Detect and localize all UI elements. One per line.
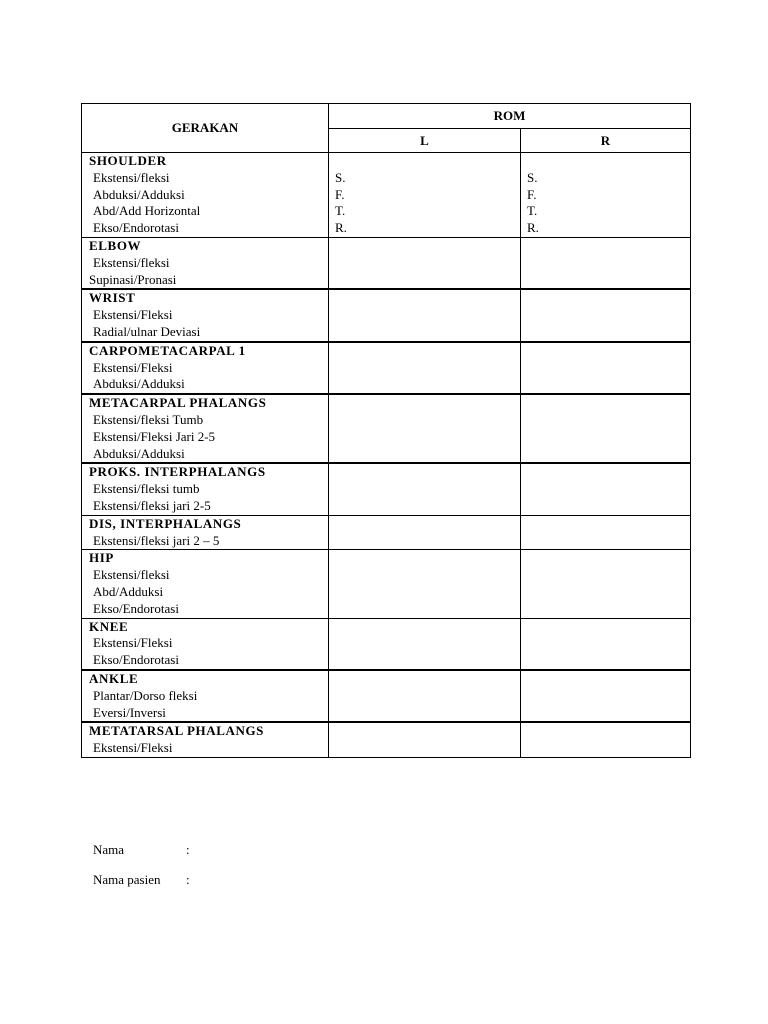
rom-row <box>82 342 691 394</box>
rom-left-value: F. <box>335 186 345 202</box>
footer-nama <box>93 842 190 858</box>
header-right: R <box>521 129 691 153</box>
rom-row <box>82 394 691 463</box>
movement-item: Radial/ulnar Deviasi <box>93 323 201 339</box>
rom-right-cell[interactable] <box>521 394 691 463</box>
rom-left-value: T. <box>335 203 346 219</box>
gerakan-cell <box>82 463 329 515</box>
gerakan-cell <box>82 153 329 238</box>
rom-right-value: F. <box>527 186 537 202</box>
header-rom: ROM <box>329 104 691 129</box>
movement-item: Ekstensi/fleksi <box>93 567 170 583</box>
group-title: WRIST <box>89 290 136 306</box>
nama-pasien-label: Nama pasien <box>93 872 161 887</box>
gerakan-cell <box>82 722 329 757</box>
movement-item: Ekso/Endorotasi <box>93 600 179 616</box>
rom-row <box>82 153 691 238</box>
rom-left-value: R. <box>335 220 347 236</box>
movement-item: Ekso/Endorotasi <box>93 220 179 236</box>
group-title: METACARPAL PHALANGS <box>89 395 267 411</box>
rom-right-cell[interactable] <box>521 342 691 394</box>
group-title: SHOULDER <box>89 153 167 168</box>
rom-right-cell[interactable] <box>521 722 691 757</box>
rom-right-cell[interactable] <box>521 237 691 289</box>
rom-row <box>82 618 691 670</box>
movement-item: Eversi/Inversi <box>93 704 166 720</box>
rom-right-value: T. <box>527 203 538 219</box>
movement-item: Plantar/Dorso fleksi <box>93 687 198 703</box>
group-title: ELBOW <box>89 237 142 253</box>
rom-left-cell[interactable] <box>329 722 521 757</box>
rom-right-cell[interactable] <box>521 515 691 550</box>
footer-nama-pasien <box>93 872 190 888</box>
rom-right-cell[interactable] <box>521 153 691 238</box>
rom-row <box>82 515 691 550</box>
movement-item: Abd/Adduksi <box>93 583 164 599</box>
rom-left-value: S. <box>335 169 346 185</box>
gerakan-cell <box>82 550 329 618</box>
nama-label: Nama <box>93 842 125 857</box>
group-title: DIS, INTERPHALANGS <box>89 515 242 531</box>
rom-left-cell[interactable] <box>329 463 521 515</box>
rom-right-cell[interactable] <box>521 618 691 670</box>
nama-colon: : <box>186 842 190 857</box>
rom-right-value: R. <box>527 220 539 236</box>
group-title: CARPOMETACARPAL 1 <box>89 342 246 358</box>
rom-left-cell[interactable] <box>329 515 521 550</box>
gerakan-cell <box>82 394 329 463</box>
movement-item: Ekstensi/fleksi jari 2 – 5 <box>93 532 220 548</box>
header-gerakan: GERAKAN <box>82 104 329 153</box>
nama-pasien-colon: : <box>186 872 190 887</box>
header-left: L <box>329 129 521 153</box>
movement-item: Ekstensi/fleksi <box>93 254 170 270</box>
rom-left-cell[interactable] <box>329 237 521 289</box>
gerakan-cell <box>82 342 329 394</box>
group-title: ANKLE <box>89 670 139 686</box>
rom-right-cell[interactable] <box>521 289 691 341</box>
movement-item: Ekstensi/fleksi <box>93 169 170 185</box>
movement-item: Ekstensi/Fleksi <box>93 359 173 375</box>
movement-item: Abduksi/Adduksi <box>93 376 185 392</box>
movement-item: Abduksi/Adduksi <box>93 186 185 202</box>
movement-item: Ekstensi/Fleksi Jari 2-5 <box>93 428 216 444</box>
gerakan-cell <box>82 670 329 722</box>
rom-left-cell[interactable] <box>329 550 521 618</box>
movement-item: Ekstensi/fleksi tumb <box>93 481 200 497</box>
rom-row <box>82 670 691 722</box>
rom-left-cell[interactable] <box>329 153 521 238</box>
rom-row <box>82 463 691 515</box>
rom-left-cell[interactable] <box>329 394 521 463</box>
rom-table <box>81 103 691 758</box>
movement-item: Supinasi/Pronasi <box>89 271 177 287</box>
movement-item: Ekstensi/fleksi jari 2-5 <box>93 497 211 513</box>
gerakan-cell <box>82 515 329 550</box>
rom-row <box>82 289 691 341</box>
movement-item: Ekso/Endorotasi <box>93 652 179 668</box>
gerakan-cell <box>82 618 329 670</box>
rom-left-cell[interactable] <box>329 342 521 394</box>
movement-item: Abd/Add Horizontal <box>93 203 201 219</box>
rom-right-cell[interactable] <box>521 670 691 722</box>
rom-row <box>82 550 691 618</box>
group-title: HIP <box>89 550 114 566</box>
movement-item: Abduksi/Adduksi <box>93 445 185 461</box>
gerakan-cell <box>82 289 329 341</box>
gerakan-cell <box>82 237 329 289</box>
movement-item: Ekstensi/fleksi Tumb <box>93 411 204 427</box>
header-row-1 <box>82 104 691 129</box>
rom-left-cell[interactable] <box>329 618 521 670</box>
rom-right-cell[interactable] <box>521 463 691 515</box>
group-title: PROKS. INTERPHALANGS <box>89 464 266 480</box>
group-title: METATARSAL PHALANGS <box>89 723 265 739</box>
rom-right-value: S. <box>527 169 538 185</box>
rom-row <box>82 722 691 757</box>
rom-left-cell[interactable] <box>329 670 521 722</box>
movement-item: Ekstensi/Fleksi <box>93 635 173 651</box>
rom-right-cell[interactable] <box>521 550 691 618</box>
group-title: KNEE <box>89 618 129 634</box>
movement-item: Ekstensi/Fleksi <box>93 740 173 756</box>
movement-item: Ekstensi/Fleksi <box>93 307 173 323</box>
rom-left-cell[interactable] <box>329 289 521 341</box>
rom-row <box>82 237 691 289</box>
